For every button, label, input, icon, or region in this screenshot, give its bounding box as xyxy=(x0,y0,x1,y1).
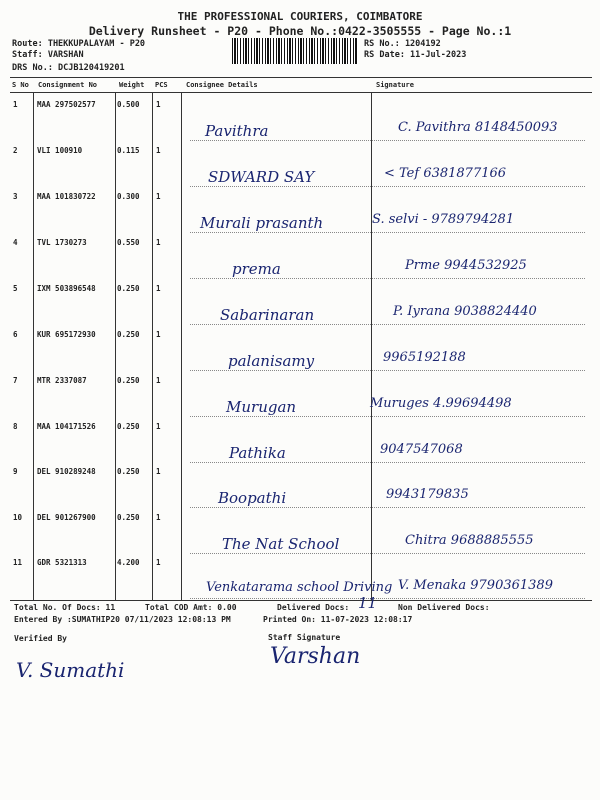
total-cod: Total COD Amt: 0.00 xyxy=(145,603,237,612)
delivered-count-handwritten: 11 xyxy=(358,594,378,612)
table-bottom-rule xyxy=(10,600,592,601)
row-sno: 8 xyxy=(13,422,18,431)
row-pcs: 1 xyxy=(156,467,161,476)
col-header-sno: S No xyxy=(12,81,29,89)
row-pcs: 1 xyxy=(156,376,161,385)
row-consignment-no: GDR 5321313 xyxy=(37,558,87,567)
row-weight: 0.550 xyxy=(117,238,140,247)
row-weight: 0.115 xyxy=(117,146,140,155)
column-divider xyxy=(371,92,372,600)
staff-signature-label: Staff Signature xyxy=(268,633,341,642)
row-weight: 0.250 xyxy=(117,284,140,293)
row-pcs: 1 xyxy=(156,513,161,522)
col-header-signature: Signature xyxy=(376,81,414,89)
row-signature-handwriting: P. Iyrana 9038824440 xyxy=(393,304,537,319)
row-pcs: 1 xyxy=(156,558,161,567)
row-pcs: 1 xyxy=(156,284,161,293)
row-weight: 0.250 xyxy=(117,422,140,431)
row-consignment-no: MAA 101830722 xyxy=(37,192,96,201)
row-consignee-handwriting: Venkatarama school Driving xyxy=(206,580,393,595)
column-divider xyxy=(115,92,116,600)
table-header-rule xyxy=(10,92,592,93)
barcode xyxy=(232,38,358,64)
row-underline xyxy=(190,186,585,187)
table-top-rule xyxy=(10,77,592,78)
row-weight: 0.250 xyxy=(117,330,140,339)
row-pcs: 1 xyxy=(156,192,161,201)
row-signature-handwriting: 9965192188 xyxy=(383,350,466,365)
row-signature-handwriting: < Tef 6381877166 xyxy=(384,166,507,181)
col-header-consignee: Consignee Details xyxy=(186,81,258,89)
row-underline xyxy=(190,507,585,508)
row-sno: 5 xyxy=(13,284,18,293)
row-underline xyxy=(190,370,585,371)
row-consignment-no: DEL 901267900 xyxy=(37,513,96,522)
row-underline xyxy=(190,278,585,279)
row-consignee-handwriting: Sabarinaran xyxy=(220,306,315,324)
row-weight: 0.250 xyxy=(117,376,140,385)
route-label: Route: THEKKUPALAYAM - P20 xyxy=(12,39,146,49)
rs-date: RS Date: 11-Jul-2023 xyxy=(364,50,467,60)
row-sno: 10 xyxy=(13,513,23,522)
row-pcs: 1 xyxy=(156,146,161,155)
row-signature-handwriting: Prme 9944532925 xyxy=(405,258,527,273)
row-consignment-no: DEL 910289248 xyxy=(37,467,96,476)
row-consignment-no: KUR 695172930 xyxy=(37,330,96,339)
row-sno: 4 xyxy=(13,238,18,247)
row-weight: 4.200 xyxy=(117,558,140,567)
staff-signature: Varshan xyxy=(270,644,361,669)
row-underline xyxy=(190,324,585,325)
row-consignment-no: VLI 100910 xyxy=(37,146,83,155)
row-signature-handwriting: V. Menaka 9790361389 xyxy=(398,578,553,593)
row-weight: 0.250 xyxy=(117,467,140,476)
row-consignment-no: MTR 2337087 xyxy=(37,376,87,385)
row-underline xyxy=(190,462,585,463)
column-divider xyxy=(33,92,34,600)
row-consignee-handwriting: SDWARD SAY xyxy=(208,168,315,186)
row-underline xyxy=(190,598,585,599)
drs-label: DRS No.: DCJB120419201 xyxy=(12,63,125,73)
row-underline xyxy=(190,553,585,554)
total-docs: Total No. Of Docs: 11 xyxy=(14,603,116,612)
row-underline xyxy=(190,140,585,141)
row-weight: 0.500 xyxy=(117,100,140,109)
row-signature-handwriting: C. Pavithra 8148450093 xyxy=(398,120,558,135)
verified-by-label: Verified By xyxy=(14,634,67,643)
printed-on: Printed On: 11-07-2023 12:08:17 xyxy=(263,615,413,624)
col-header-pcs: PCS xyxy=(155,81,168,89)
row-signature-handwriting: 9047547068 xyxy=(380,442,463,457)
row-weight: 0.250 xyxy=(117,513,140,522)
row-signature-handwriting: Chitra 9688885555 xyxy=(405,533,534,548)
row-consignment-no: MAA 104171526 xyxy=(37,422,96,431)
row-consignee-handwriting: palanisamy xyxy=(228,352,315,370)
row-signature-handwriting: 9943179835 xyxy=(386,487,469,502)
row-sno: 3 xyxy=(13,192,18,201)
row-consignment-no: TVL 1730273 xyxy=(37,238,87,247)
row-consignee-handwriting: Murali prasanth xyxy=(200,214,324,232)
row-consignee-handwriting: Boopathi xyxy=(218,489,287,507)
row-pcs: 1 xyxy=(156,330,161,339)
column-divider xyxy=(181,92,182,600)
delivered-docs: Delivered Docs: xyxy=(277,603,350,612)
col-header-consignment: Consignment No xyxy=(38,81,98,89)
column-divider xyxy=(152,92,153,600)
rs-number: RS No.: 1204192 xyxy=(364,39,441,49)
row-sno: 11 xyxy=(13,558,23,567)
row-consignment-no: MAA 297502577 xyxy=(37,100,96,109)
row-pcs: 1 xyxy=(156,238,161,247)
row-weight: 0.300 xyxy=(117,192,140,201)
runsheet-subtitle: Delivery Runsheet - P20 - Phone No.:0422-3505555 - Page No.:1 xyxy=(88,24,512,38)
row-signature-handwriting: S. selvi - 9789794281 xyxy=(372,212,515,227)
row-underline xyxy=(190,416,585,417)
row-pcs: 1 xyxy=(156,100,161,109)
row-sno: 6 xyxy=(13,330,18,339)
non-delivered-docs: Non Delivered Docs: xyxy=(398,603,490,612)
verified-signature: V. Sumathi xyxy=(16,658,125,682)
row-underline xyxy=(190,232,585,233)
row-consignee-handwriting: The Nat School xyxy=(222,535,340,553)
staff-label: Staff: VARSHAN xyxy=(12,50,84,60)
row-consignment-no: IXM 503896548 xyxy=(37,284,96,293)
row-consignee-handwriting: Pathika xyxy=(229,444,286,462)
col-header-weight: Weight xyxy=(119,81,145,89)
row-consignee-handwriting: Pavithra xyxy=(205,122,269,140)
row-sno: 1 xyxy=(13,100,18,109)
row-sno: 7 xyxy=(13,376,18,385)
entered-by: Entered By :SUMATHIP20 07/11/2023 12:08:13 PM xyxy=(14,615,231,624)
row-consignee-handwriting: Murugan xyxy=(226,398,297,416)
row-sno: 2 xyxy=(13,146,18,155)
row-consignee-handwriting: prema xyxy=(232,260,281,278)
company-title: THE PROFESSIONAL COURIERS, COIMBATORE xyxy=(177,10,423,23)
row-pcs: 1 xyxy=(156,422,161,431)
row-sno: 9 xyxy=(13,467,18,476)
row-signature-handwriting: Muruges 4.99694498 xyxy=(370,396,512,411)
